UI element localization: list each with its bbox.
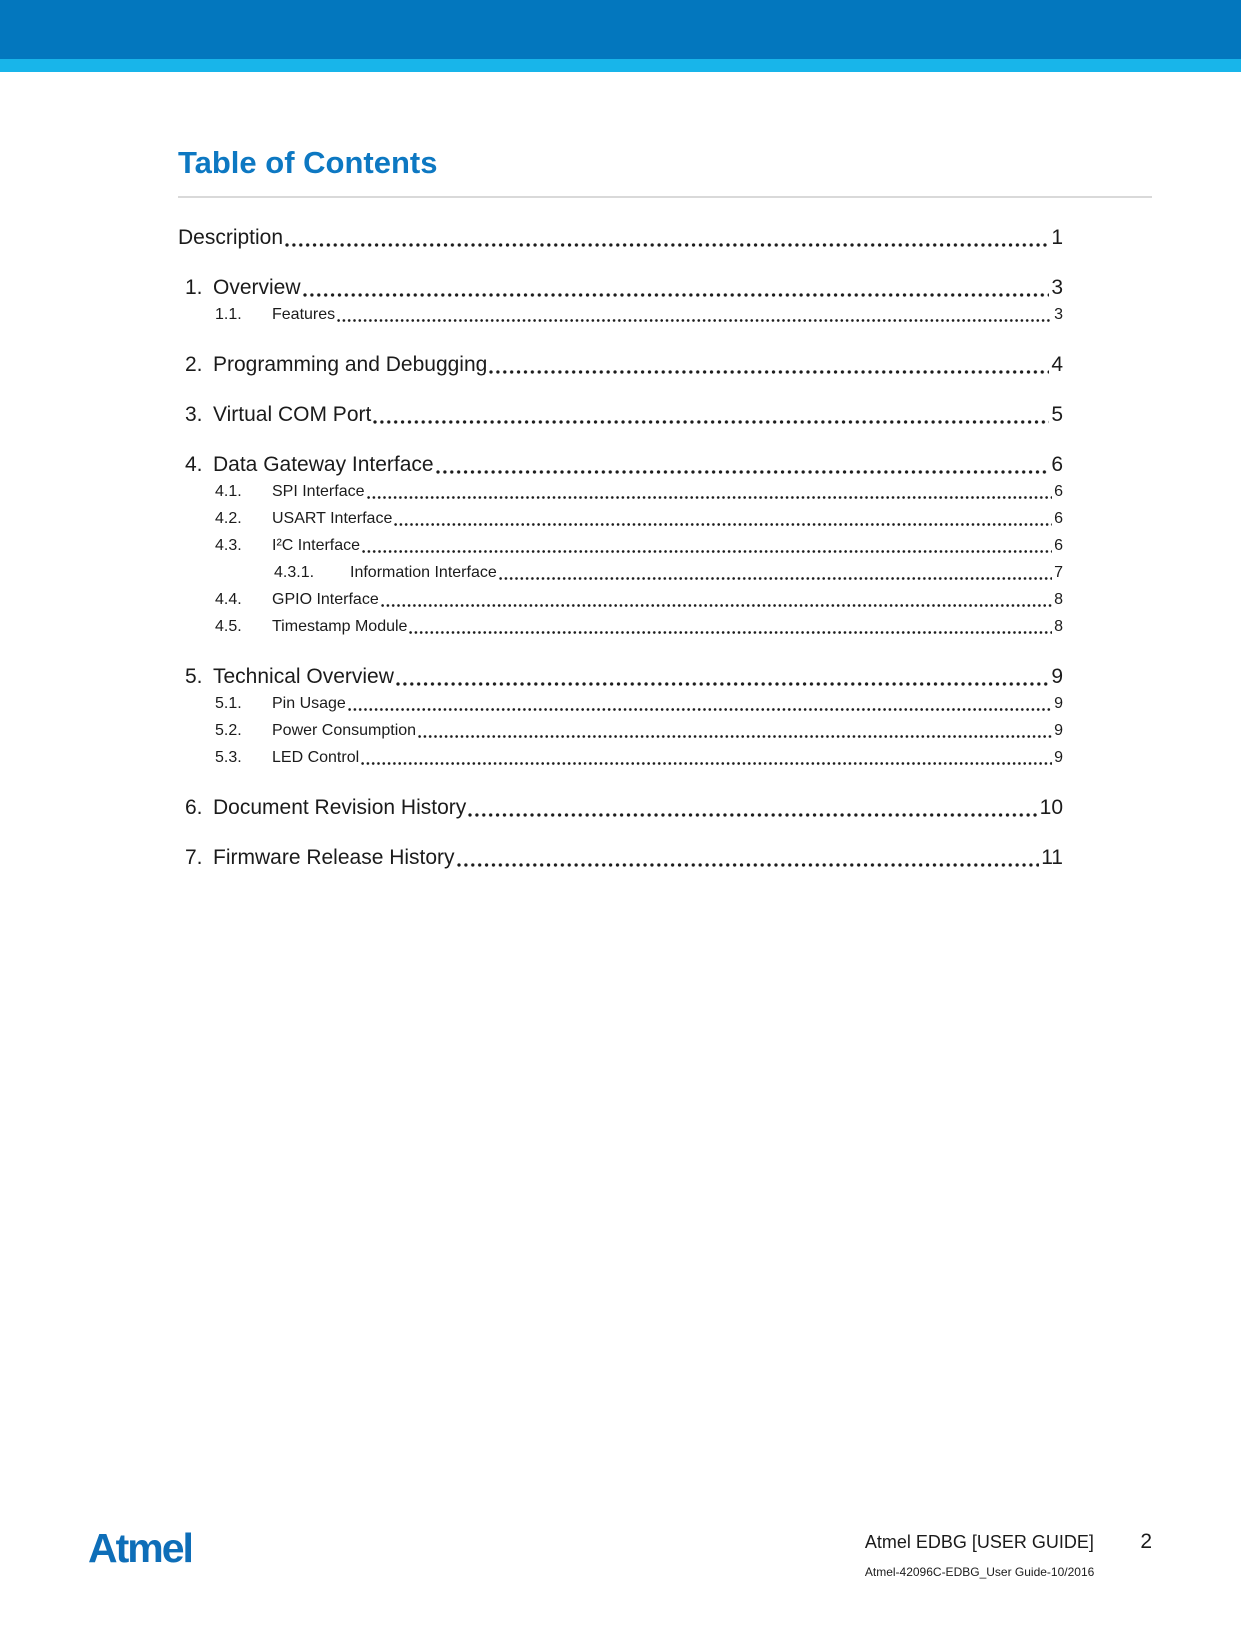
toc-dot-leader [361,762,1052,765]
toc-entry-page-number: 9 [1054,695,1063,712]
toc-entry[interactable] [178,402,1063,428]
toc-entry-number: 1. [185,276,203,299]
toc-entry-page-number: 6 [1054,483,1063,500]
toc-entry-number: 4. [185,453,203,476]
toc-dot-leader [348,708,1052,711]
toc-entry-number: 5.3. [215,749,242,766]
toc-entry-page-number: 9 [1054,749,1063,766]
toc-entry-label: Programming and Debugging [213,353,488,376]
toc-entry[interactable] [178,586,1063,613]
toc-entry-label: Timestamp Module [272,618,408,635]
toc-entry-page-number: 3 [1054,306,1063,323]
toc-entry-label: USART Interface [272,510,393,527]
toc-entry[interactable] [178,505,1063,532]
toc-entry[interactable] [178,690,1063,717]
toc-entry-page-number: 3 [1051,276,1063,299]
toc-entry-page-number: 9 [1054,722,1063,739]
footer-document-title: Atmel EDBG [USER GUIDE] [864,1532,1094,1552]
toc-dot-leader [381,604,1052,607]
toc-list [178,225,1152,871]
toc-entry-number: 4.5. [215,618,242,635]
toc-entry-label: Document Revision History [213,796,467,819]
footer-text-column [865,1531,1094,1579]
toc-entry-label: Power Consumption [272,722,417,739]
toc-dot-leader [489,370,1049,374]
toc-entry[interactable] [178,225,1063,251]
toc-entry-number: 7. [185,846,203,869]
toc-dot-leader [457,863,1040,867]
toc-entry-number: 6. [185,796,203,819]
page-title: Table of Contents [178,145,438,180]
toc-dot-leader [337,319,1052,322]
toc-entry-number: 3. [185,403,203,426]
toc-entry-label: Firmware Release History [213,846,455,869]
footer [865,1531,1152,1579]
toc-entry-page-number: 10 [1039,796,1063,819]
toc-entry-number: 4.4. [215,591,242,608]
footer-page-number: 2 [1140,1530,1152,1553]
toc-entry[interactable] [178,532,1063,559]
toc-dot-leader [367,496,1053,499]
toc-entry-number: 4.2. [215,510,242,527]
toc-entry-number: 2. [185,353,203,376]
toc-entry-page-number: 11 [1041,846,1063,869]
toc-entry[interactable] [178,275,1063,301]
toc-entry-page-number: 6 [1054,510,1063,527]
toc-entry-label: SPI Interface [272,483,365,500]
toc-entry-page-number: 7 [1054,564,1063,581]
toc-dot-leader [394,523,1052,526]
toc-entry[interactable] [178,664,1063,690]
toc-entry[interactable] [178,717,1063,744]
toc-entry[interactable] [178,795,1063,821]
toc-entry-label: Description [178,226,284,249]
toc-entry[interactable] [178,301,1063,328]
toc-dot-leader [285,243,1049,247]
toc-dot-leader [362,550,1052,553]
toc-entry[interactable] [178,452,1063,478]
toc-entry-page-number: 1 [1051,226,1063,249]
toc-entry-label: Information Interface [350,564,497,581]
toc-entry-page-number: 8 [1054,618,1063,635]
toc-entry[interactable] [178,559,1063,586]
toc-entry-label: Overview [213,276,301,299]
toc-dot-leader [436,470,1050,474]
toc-entry-label: Virtual COM Port [213,403,372,426]
toc-dot-leader [409,631,1052,634]
toc-entry-page-number: 8 [1054,591,1063,608]
toc-entry-label: Data Gateway Interface [213,453,434,476]
atmel-logo: Atmel [88,1525,192,1571]
toc-entry-number: 5.2. [215,722,242,739]
toc-dot-leader [373,420,1049,424]
toc-entry-number: 4.1. [215,483,242,500]
toc-entry[interactable] [178,613,1063,640]
toc-dot-leader [396,682,1049,686]
toc-entry-page-number: 6 [1054,537,1063,554]
toc-entry-label: Pin Usage [272,695,346,712]
toc-entry[interactable] [178,744,1063,771]
toc-entry-label: LED Control [272,749,360,766]
toc-entry-label: GPIO Interface [272,591,379,608]
toc-entry[interactable] [178,845,1063,871]
toc-entry-number: 5.1. [215,695,242,712]
toc-dot-leader [418,735,1052,738]
toc-dot-leader [468,813,1037,817]
toc-entry-number: 4.3.1. [274,564,315,581]
toc-entry-number: 4.3. [215,537,242,554]
toc-entry-page-number: 5 [1051,403,1063,426]
toc-entry-number: 1.1. [215,306,242,323]
page-content [178,0,1152,871]
toc-entry-number: 5. [185,665,203,688]
toc-dot-leader [303,293,1050,297]
toc-entry-label: Features [272,306,336,323]
toc-entry-page-number: 4 [1051,353,1063,376]
heading-divider [178,196,1152,198]
footer-document-id: Atmel-42096C-EDBG_User Guide-10/2016 [864,1565,1095,1579]
toc-dot-leader [499,577,1052,580]
toc-entry-page-number: 6 [1051,453,1063,476]
toc-entry[interactable] [178,352,1063,378]
toc-entry-label: Technical Overview [213,665,394,688]
toc-entry-page-number: 9 [1051,665,1063,688]
toc-entry-label: I²C Interface [272,537,361,554]
toc-entry[interactable] [178,478,1063,505]
